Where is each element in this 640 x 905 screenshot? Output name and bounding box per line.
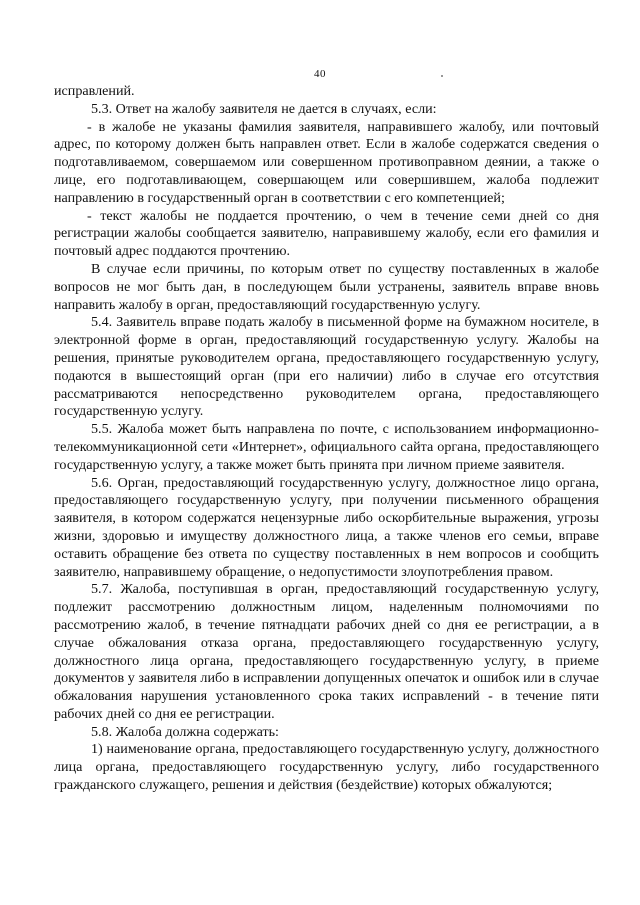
paragraph-continuation: исправлений.	[54, 83, 135, 99]
paragraph-5-7: 5.7. Жалоба, поступившая в орган, предоставляющий государственную услугу, подлежит рассмотрению должностным лицом, наделенным полномочиями по рассмотрению жалоб, в течение пятнадцати рабочих дней со дня ее регистрации, а в случае обжалования отказа органа, предоставляющего государственную услугу, должностного лица органа, предоставляющего государственную услугу, в приеме документов у заявителя либо в исправлении допущенных опечаток и ошибок или в случае обжалования нарушения установленного срока таких исправлений - в течение пяти рабочих дней со дня ее регистрации.	[54, 581, 599, 722]
paragraph-5-8-heading: 5.8. Жалоба должна содержать:	[91, 723, 279, 740]
paragraph-5-6: 5.6. Орган, предоставляющий государственную услугу, должностное лицо органа, предоставляющего государственную услугу, при получении письменного обращения заявителя, в котором содержатся нецензурные либо оскорбительные выражения, угрозы жизни, здоровью и имуществу должностного лица, а также членов его семьи, вправе оставить обращение без ответа по существу поставленных в нем вопросов и сообщить заявителю, направившему обращение, о недопустимости злоупотребления правом.	[54, 474, 599, 580]
paragraph-5-3-heading: 5.3. Ответ на жалобу заявителя не дается в случаях, если:	[91, 100, 437, 117]
paragraph-5-4: 5.4. Заявитель вправе подать жалобу в письменной форме на бумажном носителе, в электронной форме в орган, предоставляющий государственную услугу. Жалобы на решения, принятые руководителем органа, предоставляющего государственную услугу, подаются в вышестоящий орган (при его наличии) либо в случае его отсутствия рассматриваются непосредственно руководителем органа, предоставляющего государственную услугу.	[54, 314, 599, 420]
paragraph-5-3-note: В случае если причины, по которым ответ по существу поставленных в жалобе вопросов не мог быть дан, в последующем были устранены, заявитель вправе вновь направить жалобу в орган, предоставляющий государственную услугу.	[54, 260, 599, 313]
page-number: 40	[314, 68, 326, 80]
scan-speck	[441, 75, 443, 77]
document-body	[54, 83, 599, 795]
paragraph-5-8-item-1: 1) наименование органа, предоставляющего государственную услугу, должностного лица органа, предоставляющего государственную услугу, либо государственного гражданского служащего, решения и действия (бездействие) которых обжалуются;	[54, 741, 599, 794]
paragraph-5-3-item-2: - текст жалобы не поддается прочтению, о чем в течение семи дней со дня регистрации жалобы сообщается заявителю, направившему жалобу, если его фамилия и почтовый адрес поддаются прочтению.	[54, 207, 599, 260]
paragraph-5-3-item-1: - в жалобе не указаны фамилия заявителя, направившего жалобу, или почтовый адрес, по которому должен быть направлен ответ. Если в жалобе содержатся сведения о подготавливаемом, совершаемом или совершенном противоправном деянии, а также о лице, его подготавливающем, совершающем или совершившем, жалоба подлежит направлению в государственный орган в соответствии с его компетенцией;	[54, 118, 599, 206]
paragraph-5-5: 5.5. Жалоба может быть направлена по почте, с использованием информационно-телекоммуникационной сети «Интернет», официального сайта органа, предоставляющего государственную услугу, а также может быть принята при личном приеме заявителя.	[54, 421, 599, 473]
